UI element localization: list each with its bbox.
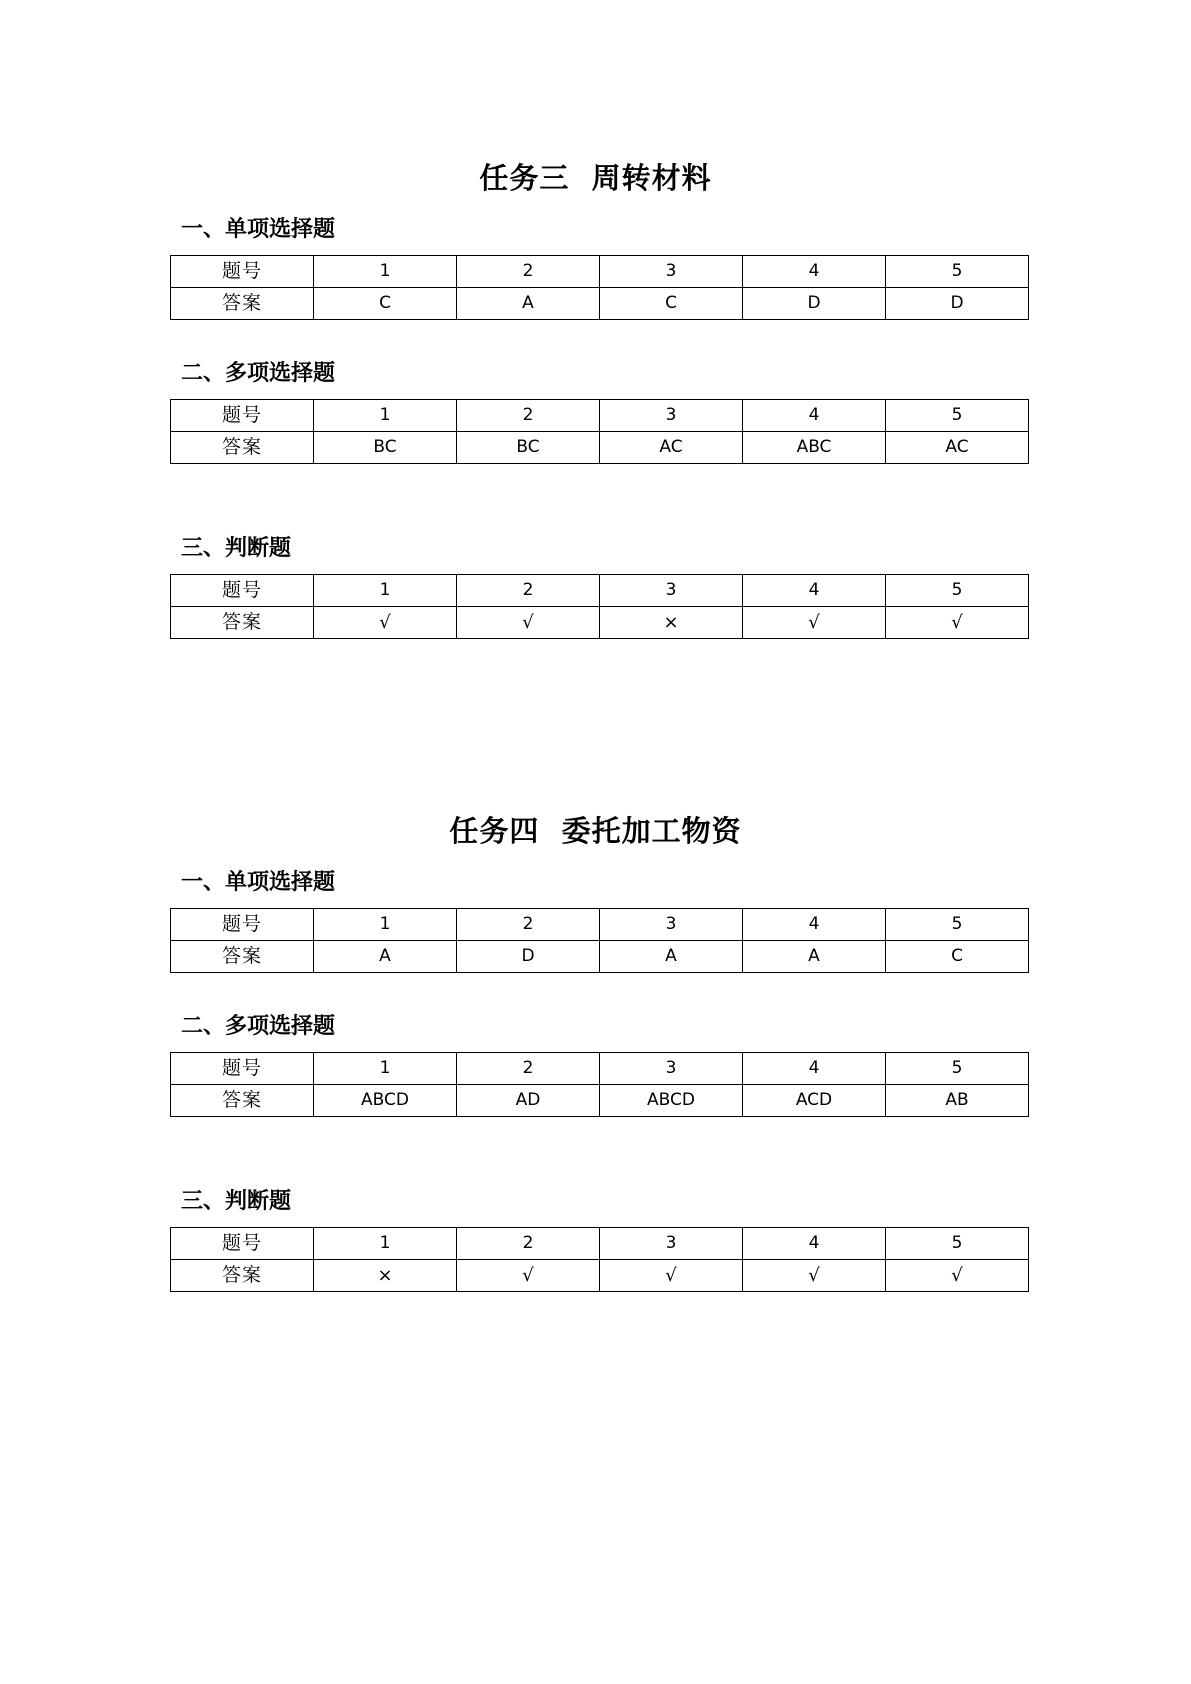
answer-cell: AB (886, 1085, 1029, 1117)
question-number: 2 (457, 575, 600, 607)
row-label: 答案 (171, 941, 314, 973)
answer-cell: √ (457, 1260, 600, 1292)
task-title: 任务四 委托加工物资 (449, 814, 742, 848)
question-number: 2 (457, 1228, 600, 1260)
section-heading: 二、多项选择题 (181, 1014, 336, 1039)
answer-cell: A (743, 941, 886, 973)
question-number: 5 (886, 1228, 1029, 1260)
row-label: 题号 (171, 400, 314, 432)
row-label: 答案 (171, 607, 314, 639)
number-row (171, 1053, 1029, 1085)
number-row (171, 575, 1029, 607)
answer-table (170, 255, 1029, 320)
question-number: 1 (314, 400, 457, 432)
number-row (171, 256, 1029, 288)
answer-cell: √ (886, 1260, 1029, 1292)
question-number: 2 (457, 256, 600, 288)
answer-cell: √ (600, 1260, 743, 1292)
number-row (171, 1228, 1029, 1260)
answer-table (170, 399, 1029, 464)
question-number: 4 (743, 1228, 886, 1260)
answer-row (171, 941, 1029, 973)
answer-table (170, 574, 1029, 639)
row-label: 答案 (171, 1085, 314, 1117)
question-number: 1 (314, 575, 457, 607)
question-number: 2 (457, 1053, 600, 1085)
answer-cell: C (886, 941, 1029, 973)
question-number: 3 (600, 1053, 743, 1085)
row-label: 题号 (171, 1053, 314, 1085)
answer-cell: √ (886, 607, 1029, 639)
question-number: 2 (457, 400, 600, 432)
answer-cell: ABCD (600, 1085, 743, 1117)
answer-cell: ACD (743, 1085, 886, 1117)
row-label: 题号 (171, 256, 314, 288)
answer-row (171, 607, 1029, 639)
question-number: 3 (600, 256, 743, 288)
question-number: 3 (600, 1228, 743, 1260)
question-number: 4 (743, 909, 886, 941)
answer-cell: √ (457, 607, 600, 639)
answer-table (170, 908, 1029, 973)
row-label: 答案 (171, 288, 314, 320)
answer-cell: ABCD (314, 1085, 457, 1117)
question-number: 4 (743, 1053, 886, 1085)
question-number: 5 (886, 575, 1029, 607)
answer-row (171, 432, 1029, 464)
row-label: 题号 (171, 909, 314, 941)
row-label: 答案 (171, 432, 314, 464)
answer-cell: × (314, 1260, 457, 1292)
answer-cell: × (600, 607, 743, 639)
question-number: 5 (886, 256, 1029, 288)
question-number: 5 (886, 909, 1029, 941)
question-number: 3 (600, 575, 743, 607)
answer-table (170, 1052, 1029, 1117)
answer-row (171, 1085, 1029, 1117)
answer-cell: √ (743, 1260, 886, 1292)
answer-cell: A (457, 288, 600, 320)
answer-cell: C (600, 288, 743, 320)
question-number: 4 (743, 575, 886, 607)
answer-cell: D (886, 288, 1029, 320)
row-label: 题号 (171, 575, 314, 607)
answer-cell: ABC (743, 432, 886, 464)
question-number: 5 (886, 1053, 1029, 1085)
section-heading: 一、单项选择题 (181, 217, 336, 242)
section-heading: 三、判断题 (181, 536, 292, 561)
answer-cell: C (314, 288, 457, 320)
question-number: 3 (600, 909, 743, 941)
answer-cell: D (457, 941, 600, 973)
number-row (171, 400, 1029, 432)
number-row (171, 909, 1029, 941)
answer-cell: √ (314, 607, 457, 639)
task-title: 任务三 周转材料 (479, 161, 712, 195)
section-heading: 一、单项选择题 (181, 870, 336, 895)
answer-cell: AD (457, 1085, 600, 1117)
question-number: 1 (314, 256, 457, 288)
question-number: 2 (457, 909, 600, 941)
answer-cell: AC (886, 432, 1029, 464)
row-label: 答案 (171, 1260, 314, 1292)
section-heading: 二、多项选择题 (181, 361, 336, 386)
question-number: 1 (314, 1228, 457, 1260)
question-number: 5 (886, 400, 1029, 432)
answer-row (171, 1260, 1029, 1292)
answer-cell: A (600, 941, 743, 973)
section-heading: 三、判断题 (181, 1189, 292, 1214)
question-number: 1 (314, 909, 457, 941)
question-number: 4 (743, 256, 886, 288)
question-number: 4 (743, 400, 886, 432)
answer-table (170, 1227, 1029, 1292)
answer-cell: A (314, 941, 457, 973)
answer-cell: BC (314, 432, 457, 464)
answer-cell: D (743, 288, 886, 320)
answer-cell: AC (600, 432, 743, 464)
question-number: 3 (600, 400, 743, 432)
question-number: 1 (314, 1053, 457, 1085)
answer-cell: √ (743, 607, 886, 639)
answer-row (171, 288, 1029, 320)
row-label: 题号 (171, 1228, 314, 1260)
answer-cell: BC (457, 432, 600, 464)
